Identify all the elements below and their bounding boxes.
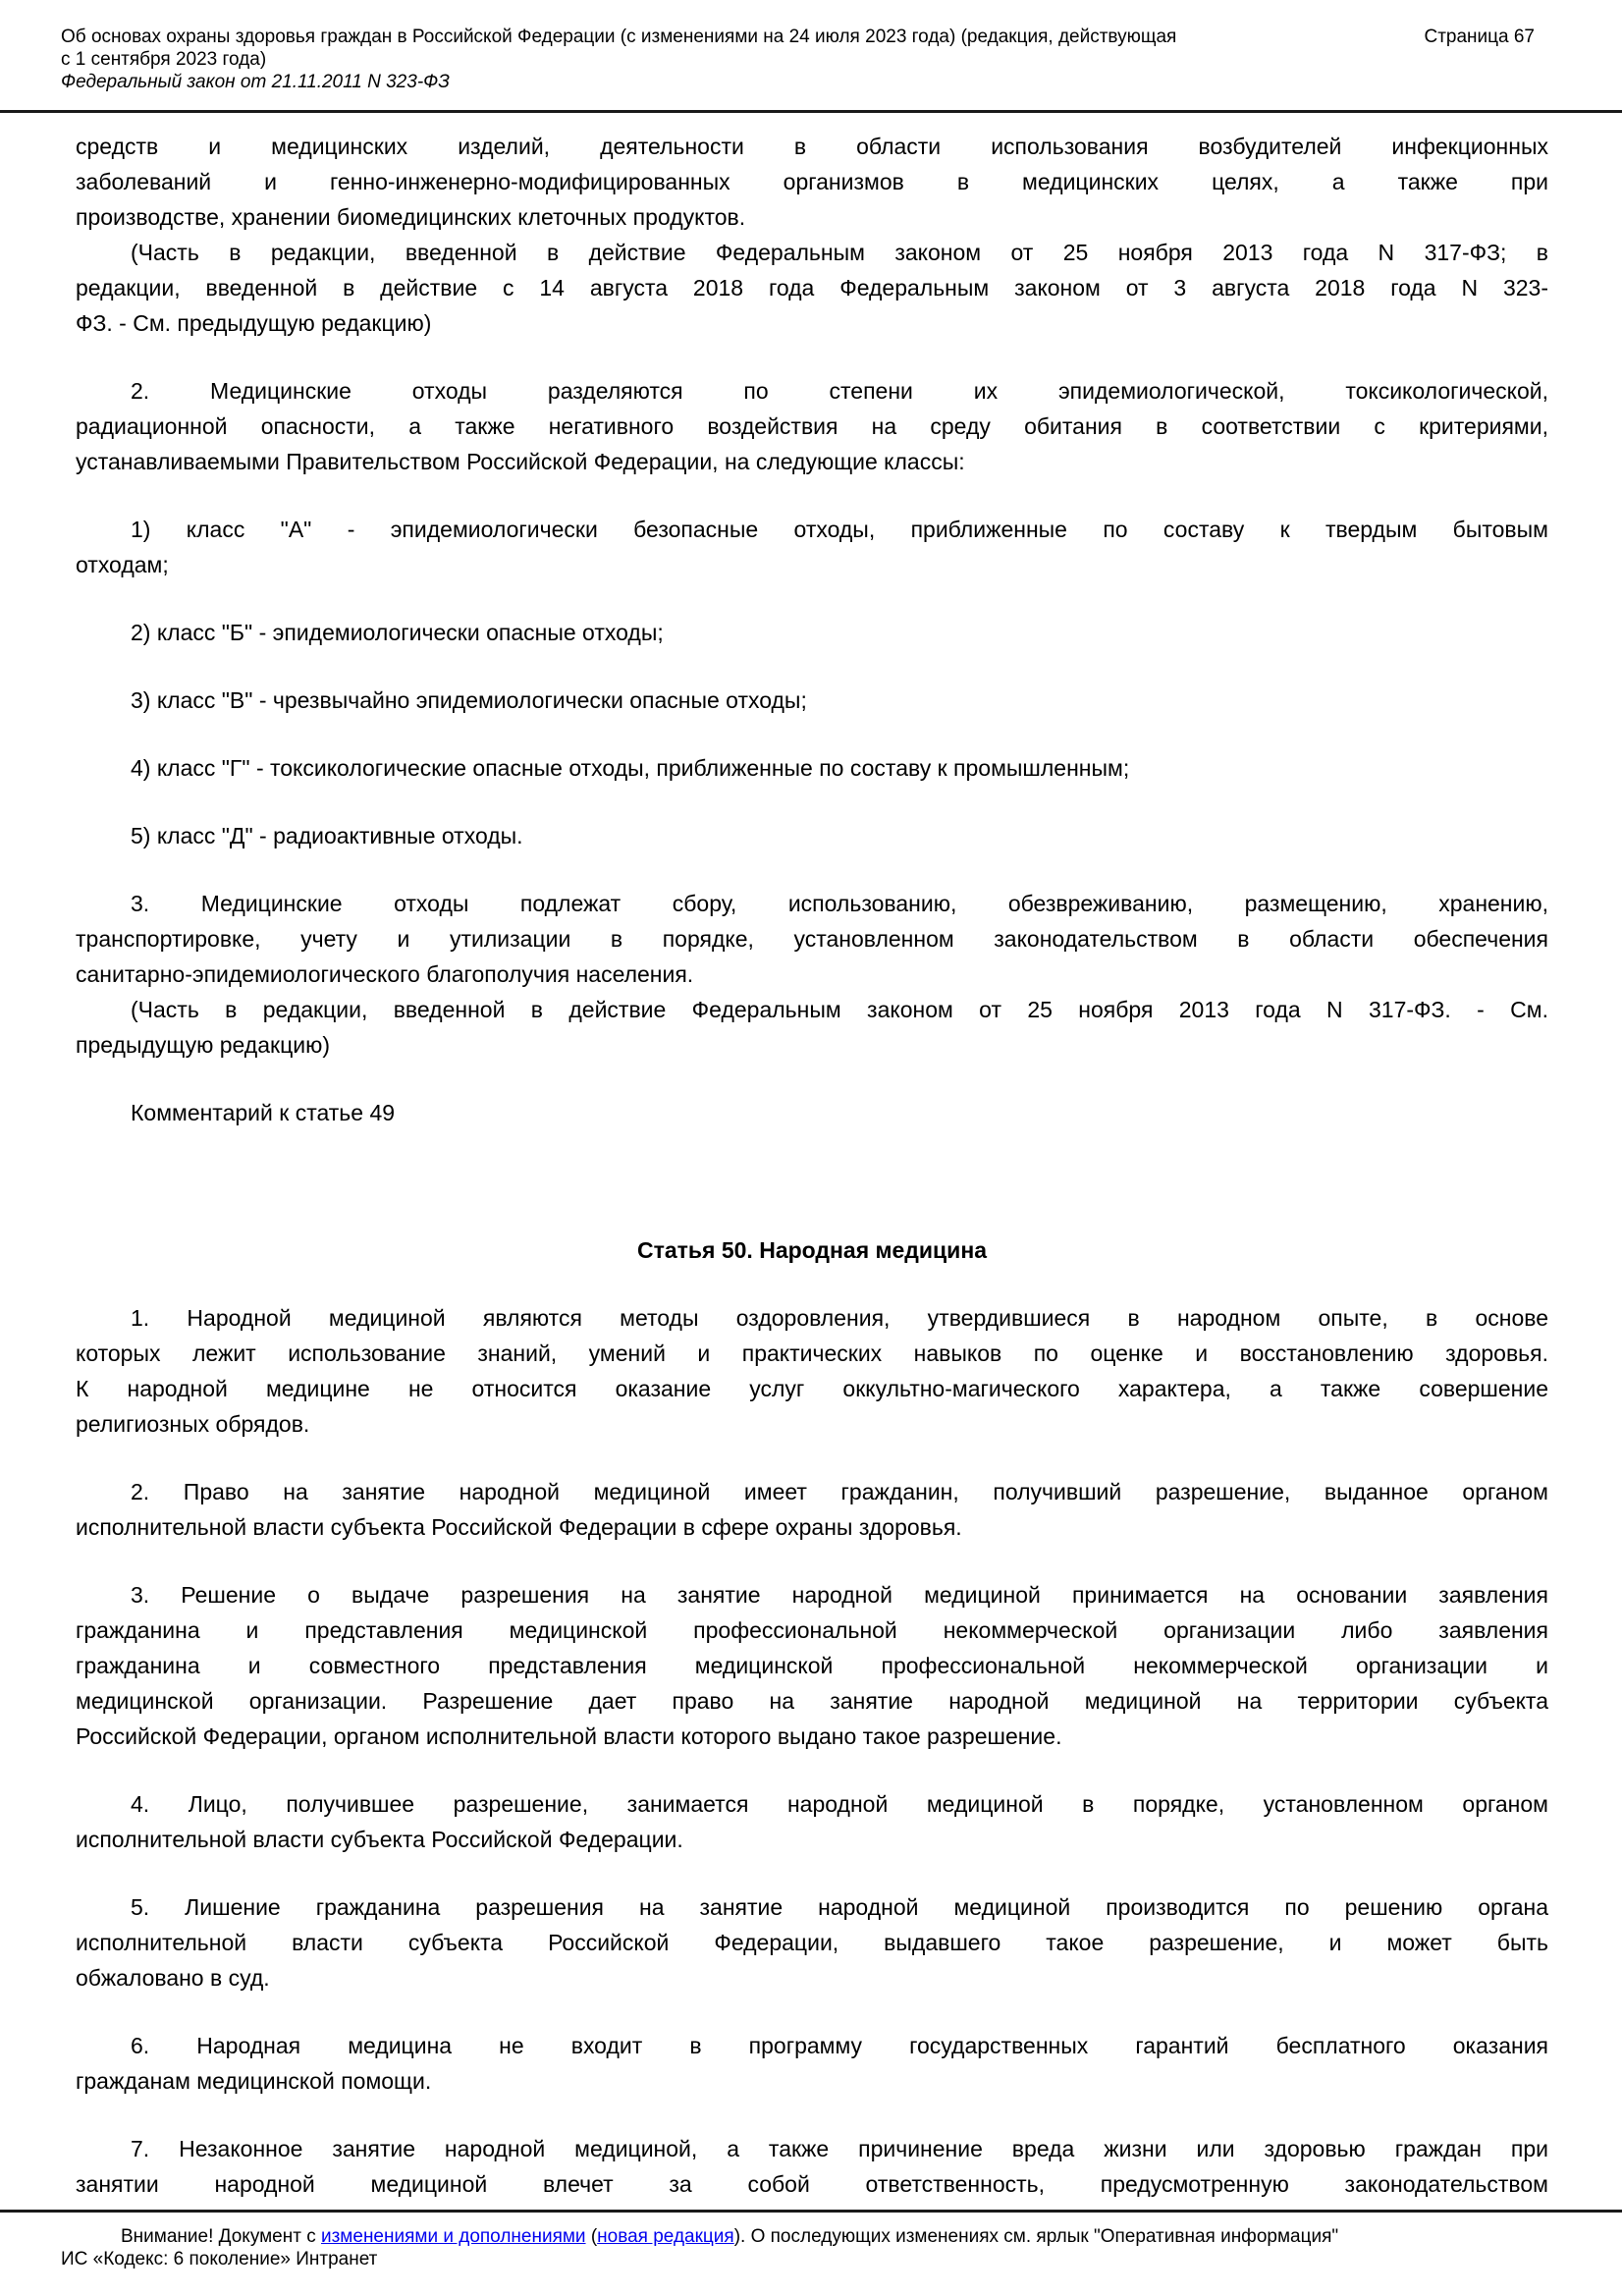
paragraph-continuation	[76, 129, 1548, 235]
text-line: медицинской организации. Разрешение дает право на занятие народной медициной на территории субъекта	[76, 1688, 1548, 1714]
text-line: религиозных обрядов.	[76, 1411, 310, 1437]
paragraph-2	[76, 373, 1548, 479]
text-line: гражданина и совместного представления медицинской профессиональной некоммерческой организации и	[76, 1653, 1548, 1678]
text-line: 2) класс "Б" - эпидемиологически опасные отходы;	[131, 620, 664, 645]
document-header	[0, 0, 1622, 93]
revision-note-2	[76, 992, 1548, 1063]
text-line: исполнительной власти субъекта Российской Федерации.	[76, 1827, 683, 1852]
text-line: 1. Народной медициной являются методы оздоровления, утвердившиеся в народном опыте, в основе	[131, 1305, 1548, 1331]
text-line: Комментарий к статье 49	[131, 1100, 396, 1125]
text-line: предыдущую редакцию)	[76, 1032, 331, 1058]
text-line: гражданам медицинской помощи.	[76, 2068, 432, 2094]
class-item-d	[76, 818, 1548, 853]
page-number: Страница 67	[1424, 27, 1535, 47]
text-line: ФЗ. - См. предыдущую редакцию)	[76, 310, 432, 336]
text-line: гражданина и представления медицинской профессиональной некоммерческой организации либо заявления	[76, 1617, 1548, 1643]
changes-link[interactable]: изменениями и дополнениями	[320, 2226, 586, 2247]
text-line: К народной медицине не относится оказание услуг оккультно-магического характера, а также совершение	[76, 1376, 1548, 1401]
article50-paragraph-5	[76, 1889, 1548, 1995]
article50-paragraph-1	[76, 1300, 1548, 1442]
title-line: Об основах охраны здоровья граждан в Российской Федерации (с изменениями на 24 июля 2023 года) (редакция, действующая	[61, 27, 1177, 47]
article50-paragraph-2	[76, 1474, 1548, 1545]
text-line: 2. Медицинские отходы разделяются по степени их эпидемиологической, токсикологической,	[131, 378, 1548, 404]
text-line: (Часть в редакции, введенной в действие Федеральным законом от 25 ноября 2013 года N 317-ФЗ. - См.	[131, 997, 1548, 1022]
title-line: с 1 сентября 2023 года)	[61, 49, 267, 70]
text-line: которых лежит использование знаний, умений и практических навыков по оценке и восстановлению здоровья.	[76, 1340, 1548, 1366]
text-line: 3. Решение о выдаче разрешения на занятие народной медициной принимается на основании заявления	[131, 1582, 1548, 1608]
text-line: занятии народной медициной влечет за собой ответственность, предусмотренную законодательством	[76, 2171, 1548, 2197]
text-line: 5. Лишение гражданина разрешения на занятие народной медициной производится по решению органа	[131, 1894, 1548, 1920]
law-reference: Федеральный закон от 21.11.2011 N 323-ФЗ	[61, 72, 450, 92]
text-line: 4. Лицо, получившее разрешение, занимается народной медициной в порядке, установленном органом	[131, 1791, 1548, 1817]
text-line: исполнительной власти субъекта Российской Федерации, выдавшего такое разрешение, и может быть	[76, 1930, 1548, 1955]
text-line: 5) класс "Д" - радиоактивные отходы.	[131, 823, 523, 848]
article50-paragraph-6	[76, 2028, 1548, 2099]
document-body	[0, 113, 1622, 2202]
comment-reference	[76, 1095, 1548, 1130]
text-line: обжаловано в суд.	[76, 1965, 270, 1991]
article50-paragraph-4	[76, 1786, 1548, 1857]
text-line: Российской Федерации, органом исполнительной власти которого выдано такое разрешение.	[76, 1723, 1062, 1749]
text-line: редакции, введенной в действие с 14 августа 2018 года Федеральным законом от 3 августа 2018 года N 323-	[76, 275, 1548, 301]
revision-note-1	[76, 235, 1548, 341]
text-line: 2. Право на занятие народной медициной имеет гражданин, получивший разрешение, выданное органом	[131, 1479, 1548, 1504]
class-item-v	[76, 683, 1548, 718]
text-line: средств и медицинских изделий, деятельности в области использования возбудителей инфекционных	[76, 134, 1548, 159]
class-item-b	[76, 615, 1548, 650]
text-line: санитарно-эпидемиологического благополучия населения.	[76, 961, 694, 987]
footer	[0, 2210, 1622, 2270]
class-item-g	[76, 750, 1548, 786]
new-edition-link[interactable]: новая редакция	[597, 2226, 734, 2247]
text-line: 3. Медицинские отходы подлежат сбору, использованию, обезвреживанию, размещению, хранению,	[131, 891, 1548, 916]
text-line: радиационной опасности, а также негативного воздействия на среду обитания в соответствии с критериями,	[76, 413, 1548, 439]
system-label: ИС «Кодекс: 6 поколение» Интранет	[61, 2249, 378, 2269]
text-line: 6. Народная медицина не входит в программу государственных гарантий бесплатного оказания	[131, 2033, 1548, 2058]
text-line: отходам;	[76, 552, 169, 577]
text-line: Статья 50. Народная медицина	[636, 1237, 988, 1263]
text-line: транспортировке, учету и утилизации в порядке, установленном законодательством в области обеспечения	[76, 926, 1548, 952]
paragraph-3	[76, 886, 1548, 992]
article-heading	[76, 1232, 1548, 1268]
article50-paragraph-3	[76, 1577, 1548, 1754]
footer-notice-text: Внимание! Документ с	[121, 2226, 321, 2247]
footer-notice-text: (	[585, 2226, 598, 2247]
article50-paragraph-7	[76, 2131, 1548, 2202]
footer-notice	[61, 2225, 1563, 2248]
text-line: 7. Незаконное занятие народной медициной, а также причинение вреда жизни или здоровью граждан при	[131, 2136, 1548, 2161]
text-line: устанавливаемыми Правительством Российской Федерации, на следующие классы:	[76, 449, 965, 474]
text-line: 4) класс "Г" - токсикологические опасные отходы, приближенные по составу к промышленным;	[131, 755, 1130, 781]
text-line: 1) класс "А" - эпидемиологически безопасные отходы, приближенные по составу к твердым бытовым	[131, 517, 1548, 542]
text-line: заболеваний и генно-инженерно-модифицированных организмов в медицинских целях, а также при	[76, 169, 1548, 194]
text-line: производстве, хранении биомедицинских клеточных продуктов.	[76, 204, 746, 230]
class-item-a	[76, 512, 1548, 582]
text-line: исполнительной власти субъекта Российской Федерации в сфере охраны здоровья.	[76, 1514, 962, 1540]
text-line: (Часть в редакции, введенной в действие Федеральным законом от 25 ноября 2013 года N 317-ФЗ; в	[131, 240, 1548, 265]
document-title	[61, 26, 1176, 71]
footer-notice-text: ). О последующих изменениях см. ярлык "Оперативная информация"	[733, 2226, 1339, 2247]
text-line: 3) класс "В" - чрезвычайно эпидемиологически опасные отходы;	[131, 687, 807, 713]
